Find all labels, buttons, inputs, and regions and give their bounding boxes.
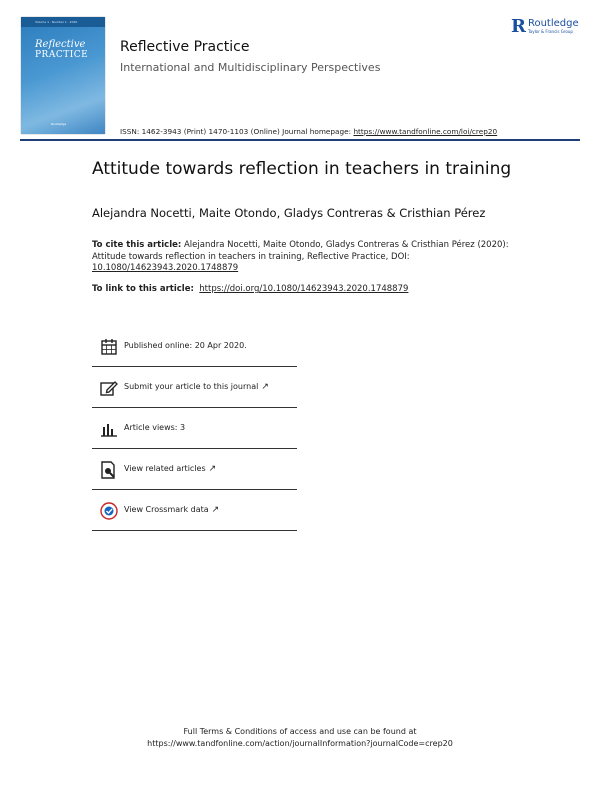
citation-doi-link[interactable]: 10.1080/14623943.2020.1748879 — [92, 263, 239, 273]
journal-subtitle: International and Multidisciplinary Perspectives — [120, 61, 381, 74]
crossmark-icon — [100, 502, 118, 520]
cover-publisher-mark: Routledge — [51, 122, 67, 126]
related-articles-label: View related articles — [124, 464, 206, 473]
journal-homepage-link[interactable]: https://www.tandfonline.com/loi/crep20 — [353, 127, 498, 136]
footer-terms-line: Full Terms & Conditions of access and use can be found at — [183, 727, 417, 736]
related-articles-row[interactable] — [92, 449, 297, 490]
footer-terms-link[interactable]: https://www.tandfonline.com/action/journalInformation?journalCode=crep20 — [147, 739, 453, 748]
publisher-logo — [511, 18, 579, 36]
article-views-row — [92, 408, 297, 449]
article-link-label: To link to this article: — [92, 284, 194, 294]
citation-text: Alejandra Nocetti, Maite Otondo, Gladys Contreras & Cristhian Pérez (2020): Attitude towards reflection in teachers in training, Reflective Practice, DOI: — [92, 240, 509, 262]
article-authors: Alejandra Nocetti, Maite Otondo, Gladys Contreras & Cristhian Pérez — [92, 206, 486, 220]
submit-article-label: Submit your article to this journal — [124, 382, 259, 391]
cover-title-line2: PRACTICE — [35, 50, 89, 60]
header-divider — [20, 139, 580, 141]
article-info-panel — [92, 326, 297, 531]
issn-line — [120, 127, 497, 136]
submit-article-row[interactable] — [92, 367, 297, 408]
issn-text: ISSN: 1462-3943 (Print) 1470-1103 (Online) Journal homepage: — [120, 127, 354, 136]
crossmark-row[interactable] — [92, 490, 297, 531]
document-search-icon — [100, 461, 118, 479]
cover-strip-text: Volume 1 · Number 1 · 2020 — [35, 20, 78, 24]
cover-strip — [21, 17, 105, 27]
publisher-tagline: Taylor & Francis Group — [527, 29, 573, 34]
external-link-icon: ↗ — [208, 464, 217, 474]
article-doi-link[interactable]: https://doi.org/10.1080/14623943.2020.1748879 — [199, 284, 409, 294]
citation-block — [92, 240, 512, 275]
published-online-row — [92, 326, 297, 367]
bar-chart-icon — [100, 420, 118, 438]
calendar-icon — [100, 338, 118, 356]
journal-cover — [21, 17, 105, 134]
journal-title: Reflective Practice — [120, 39, 250, 55]
published-online-label: Published online: 20 Apr 2020. — [124, 341, 247, 350]
routledge-r-icon: R — [511, 16, 526, 37]
crossmark-link[interactable] — [124, 505, 219, 515]
citation-label: To cite this article: — [92, 240, 182, 250]
external-link-icon: ↗ — [211, 505, 220, 515]
article-link-line — [92, 284, 408, 294]
related-articles-link[interactable] — [124, 464, 216, 474]
crossmark-label: View Crossmark data — [124, 505, 209, 514]
submit-article-link[interactable] — [124, 382, 269, 392]
article-title: Attitude towards reflection in teachers in training — [92, 159, 512, 179]
cover-title-line1: Reflective — [35, 39, 86, 50]
external-link-icon: ↗ — [261, 382, 269, 392]
article-views-label: Article views: 3 — [124, 423, 186, 432]
publisher-name: Routledge — [527, 18, 579, 29]
edit-icon — [100, 379, 118, 397]
